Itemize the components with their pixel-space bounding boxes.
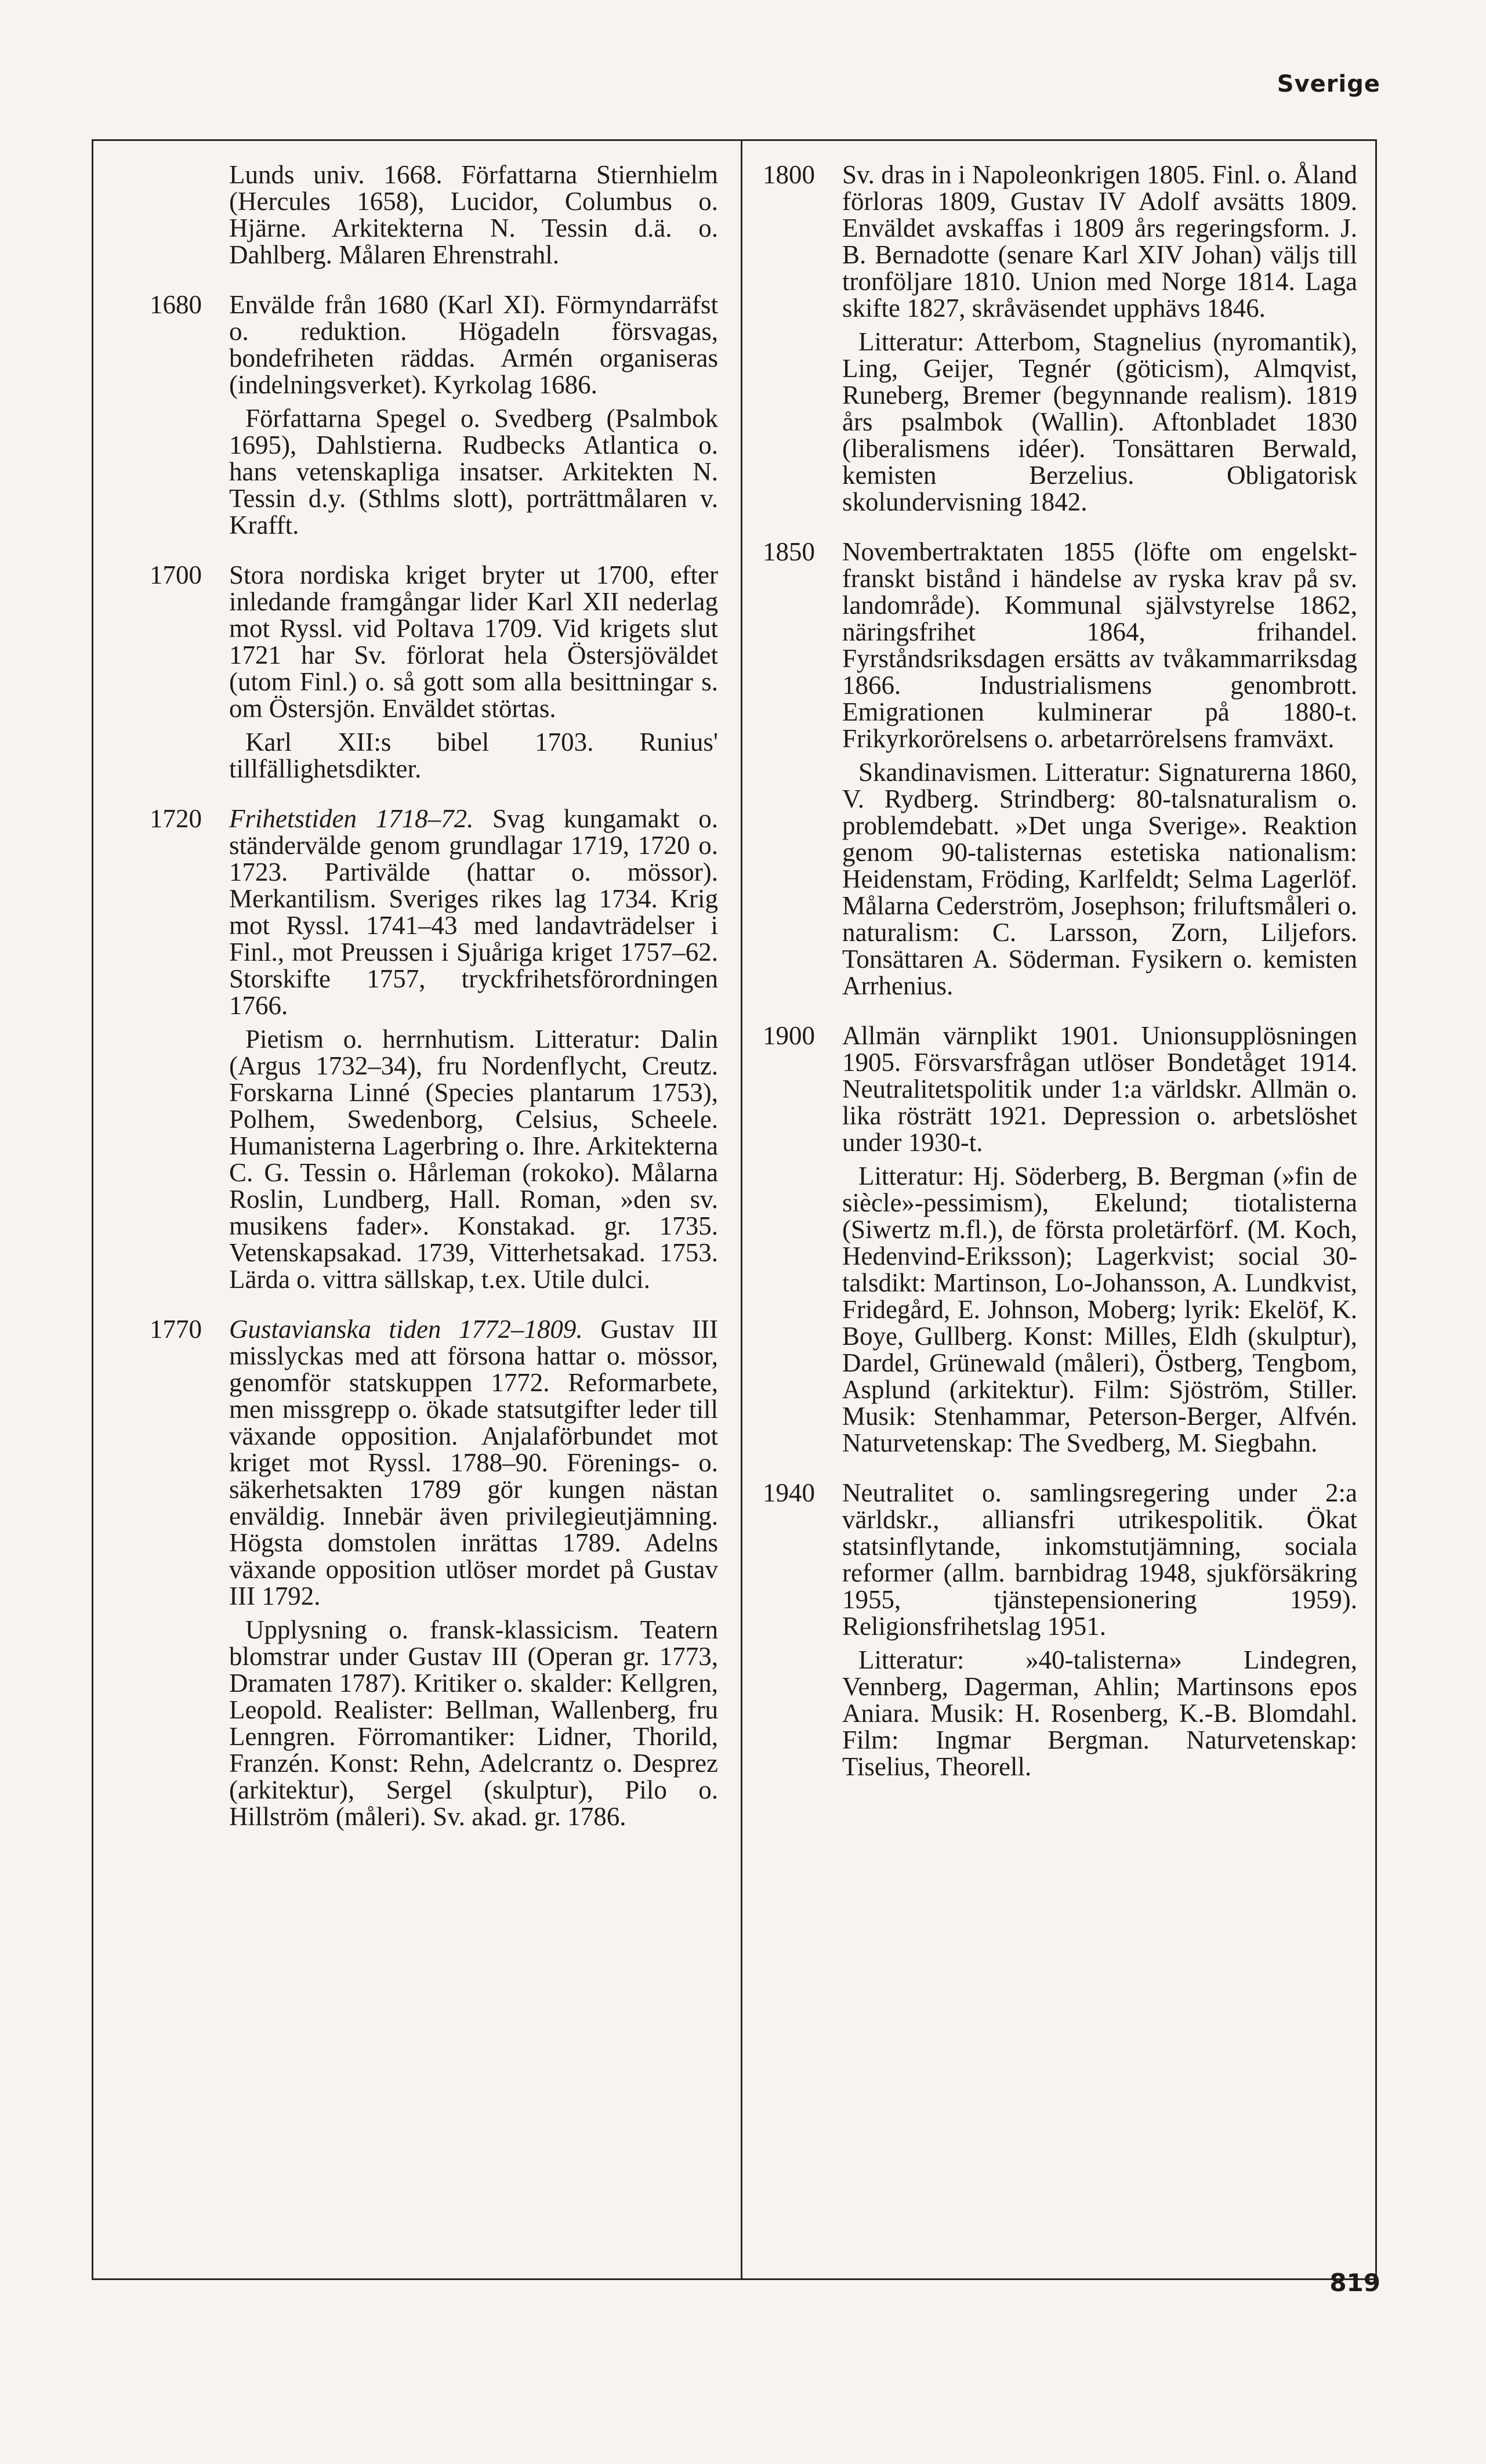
entry-culture-text xyxy=(842,1647,1357,1780)
entry-year: 1850 xyxy=(763,537,815,566)
entry-culture-text xyxy=(229,1026,718,1293)
paragraph-text: Neutralitet o. samlingsregering under 2:a världskr., alliansfri utrikespolitik. Ökat statsinflytande, inkomstutjämning, sociala reformer (allm. barnbidrag 1948, sjukförsäkring 1955, tjänstepensionering 1959). Religionsfrihetslag 1951. xyxy=(842,1478,1357,1641)
paragraph-text: Upplysning o. fransk-klassicism. Teatern blomstrar under Gustav III (Operan gr. 1773, Dramaten 1787). Kritiker o. skalder: Kellgren, Leopold. Realister: Bellman, Wallenberg, fru Lenngren. Förromantiker: Lidner, Thorild, Franzén. Konst: Rehn, Adelcrantz o. Desprez (arkitektur), Sergel (skulptur), Pilo o. Hillström (måleri). Sv. akad. gr. 1786. xyxy=(229,1615,718,1831)
timeline-entry xyxy=(763,1479,1357,1780)
running-head: Sverige xyxy=(1277,71,1380,97)
timeline-entry xyxy=(150,291,718,538)
paragraph-text: Allmän värnplikt 1901. Unionsupplösningen 1905. Försvarsfrågan utlöser Bondetåget 1914. Neutralitetspolitik under 1:a världskr. Allmän o. lika rösträtt 1921. Depression o. arbetslöshet under 1930-t. xyxy=(842,1021,1357,1157)
entry-year: 1720 xyxy=(150,804,202,833)
entry-year: 1680 xyxy=(150,290,202,319)
paragraph-text: Svag kungamakt o. ständervälde genom grundlagar 1719, 1720 o. 1723. Partivälde (hattar o. mössor). Merkantilism. Sveriges rikes lag 1734. Krig mot Ryssl. 1741–43 med landavträdelser i Finl., mot Preussen i Sjuåriga kriget 1757–62. Storskifte 1757, tryckfrihetsförordningen 1766. xyxy=(229,804,719,1020)
paragraph-text: Författarna Spegel o. Svedberg (Psalmbok 1695), Dahlstierna. Rudbecks Atlantica o. hans vetenskapliga insatser. Arkitekten N. Tessin d.y. (Sthlms slott), porträttmålaren v. Krafft. xyxy=(229,404,718,540)
paragraph-text: Karl XII:s bibel 1703. Runius' tillfällighetsdikter. xyxy=(229,728,718,783)
entry-text xyxy=(229,1316,718,1609)
entry-year: 1800 xyxy=(763,160,815,189)
timeline-entry xyxy=(763,161,1357,515)
left-column xyxy=(150,161,718,1853)
entry-year: 1770 xyxy=(150,1315,202,1344)
timeline-entry xyxy=(763,1022,1357,1456)
paragraph-text: Sv. dras in i Napoleonkrigen 1805. Finl. o. Åland förloras 1809, Gustav IV Adolf avsätts 1809. Enväldet avskaffas i 1809 års regeringsform. J. B. Bernadotte (senare Karl XIV Johan) väljs till tronföljare 1810. Union med Norge 1814. Laga skifte 1827, skråväsendet upphävs 1846. xyxy=(842,160,1357,323)
entry-culture-text xyxy=(229,1616,718,1830)
paragraph-text: Envälde från 1680 (Karl XI). Förmyndarräfst o. reduktion. Högadeln försvagas, bondefriheten räddas. Armén organiseras (indelningsverket). Kyrkolag 1686. xyxy=(229,290,718,399)
entry-culture-text xyxy=(842,1163,1357,1456)
entry-culture-text xyxy=(842,759,1357,999)
entry-culture-text xyxy=(229,405,718,538)
paragraph-text: Pietism o. herrnhutism. Litteratur: Dalin (Argus 1732–34), fru Nordenflycht, Creutz. Forskarna Linné (Species plantarum 1753), Polhem, Swedenborg, Celsius, Scheele. Humanisterna Lagerbring o. Ihre. Arkitekterna C. G. Tessin o. Hårleman (rokoko). Målarna Roslin, Lundberg, Hall. Roman, »den sv. musikens fader». Konstakad. gr. 1735. Vetenskapsakad. 1739, Vitterhetsakad. 1753. Lärda o. vittra sällskap, t.ex. Utile dulci. xyxy=(229,1025,718,1294)
paragraph-text: Novembertraktaten 1855 (löfte om engelskt-franskt bistånd i händelse av ryska krav på sv. landområde). Kommunal självstyrelse 1862, näringsfrihet 1864, frihandel. Fyrståndsriksdagen ersätts av tvåkammarriksdag 1866. Industrialismens genombrott. Emigrationen kulminerar på 1880-t. Frikyrkorörelsens o. arbetarrörelsens framväxt. xyxy=(842,537,1357,753)
entry-year: 1700 xyxy=(150,560,202,589)
timeline-entry xyxy=(150,805,718,1293)
timeline-entry xyxy=(150,1316,718,1830)
entry-text xyxy=(842,538,1357,752)
era-title: Frihetstiden 1718–72. xyxy=(229,804,474,833)
entry-text xyxy=(229,562,718,722)
entry-text xyxy=(229,161,718,268)
paragraph-text: Litteratur: Hj. Söderberg, B. Bergman (»fin de siècle»-pessimism), Ekelund; tiotalisterna (Siwertz m.fl.), de första proletärförf. (M. Koch, Hedenvind-Eriksson); Lagerkvist; social 30-talsdikt: Martinson, Lo-Johansson, A. Lundkvist, Fridegård, E. Johnson, Moberg; lyrik: Ekelöf, K. Boye, Gullberg. Konst: Milles, Eldh (skulptur), Dardel, Grünewald (måleri), Östberg, Tengbom, Asplund (arkitektur). Film: Sjöström, Stiller. Musik: Stenhammar, Peterson-Berger, Alfvén. Naturvetenskap: The Svedberg, M. Siegbahn. xyxy=(842,1162,1357,1457)
entry-text xyxy=(229,805,718,1019)
entry-culture-text xyxy=(229,729,718,782)
right-column xyxy=(763,161,1357,1803)
entry-text xyxy=(229,291,718,398)
entry-year: 1900 xyxy=(763,1021,815,1050)
entry-text xyxy=(842,1022,1357,1156)
paragraph-text: Skandinavismen. Litteratur: Signaturerna 1860, V. Rydberg. Strindberg: 80-talsnaturalism o. problemdebatt. »Det unga Sverige». Reaktion genom 90-talisternas estetiska nationalism: Heidenstam, Fröding, Karlfeldt; Selma Lagerlöf. Målarna Cederström, Josephson; friluftsmåleri o. naturalism: C. Larsson, Zorn, Liljefors. Tonsättaren A. Söderman. Fysikern o. kemisten Arrhenius. xyxy=(842,758,1357,1000)
entry-text xyxy=(842,1479,1357,1640)
paragraph-text: Litteratur: Atterbom, Stagnelius (nyromantik), Ling, Geijer, Tegnér (göticism), Almqvist, Runeberg, Bremer (begynnande realism). 1819 års psalmbok (Wallin). Aftonbladet 1830 (liberalismens idéer). Tonsättaren Berwald, kemisten Berzelius. Obligatorisk skolundervisning 1842. xyxy=(842,327,1357,516)
entry-culture-text xyxy=(842,328,1357,515)
entry-year: 1940 xyxy=(763,1478,815,1507)
paragraph-text: Gustav III misslyckas med att försona hattar o. mössor, genomför statskuppen 1772. Reformarbete, men missgrepp o. ökade statsutgifter leder till växande opposition. Anjalaförbundet mot kriget mot Ryssl. 1788–90. Förenings- o. säkerhetsakten 1789 gör kungen nästan enväldig. Innebär även privilegieutjämning. Högsta domstolen inrättas 1789. Adelns växande opposition utlöser mordet på Gustav III 1792. xyxy=(229,1315,718,1611)
paragraph-text: Litteratur: »40-talisterna» Lindegren, Vennberg, Dagerman, Ahlin; Martinsons epos Aniara. Musik: H. Rosenberg, K.-B. Blomdahl. Film: Ingmar Bergman. Naturvetenskap: Tiselius, Theorell. xyxy=(842,1645,1357,1781)
timeline-entry xyxy=(150,161,718,268)
page-number: 819 xyxy=(1329,2268,1380,2297)
era-title: Gustavianska tiden 1772–1809. xyxy=(229,1315,583,1344)
timeline-entry xyxy=(763,538,1357,999)
paragraph-text: Lunds univ. 1668. Författarna Stiernhielm (Hercules 1658), Lucidor, Columbus o. Hjärne. Arkitekterna N. Tessin d.ä. o. Dahlberg. Målaren Ehrenstrahl. xyxy=(229,160,718,269)
entry-text xyxy=(842,161,1357,321)
timeline-entry xyxy=(150,562,718,782)
column-divider xyxy=(741,139,742,2280)
paragraph-text: Stora nordiska kriget bryter ut 1700, efter inledande framgångar lider Karl XII nederlag mot Ryssl. vid Poltava 1709. Vid krigets slut 1721 har Sv. förlorat hela Östersjöväldet (utom Finl.) o. så gott som alla besittningar s. om Östersjön. Enväldet störtas. xyxy=(229,560,718,723)
